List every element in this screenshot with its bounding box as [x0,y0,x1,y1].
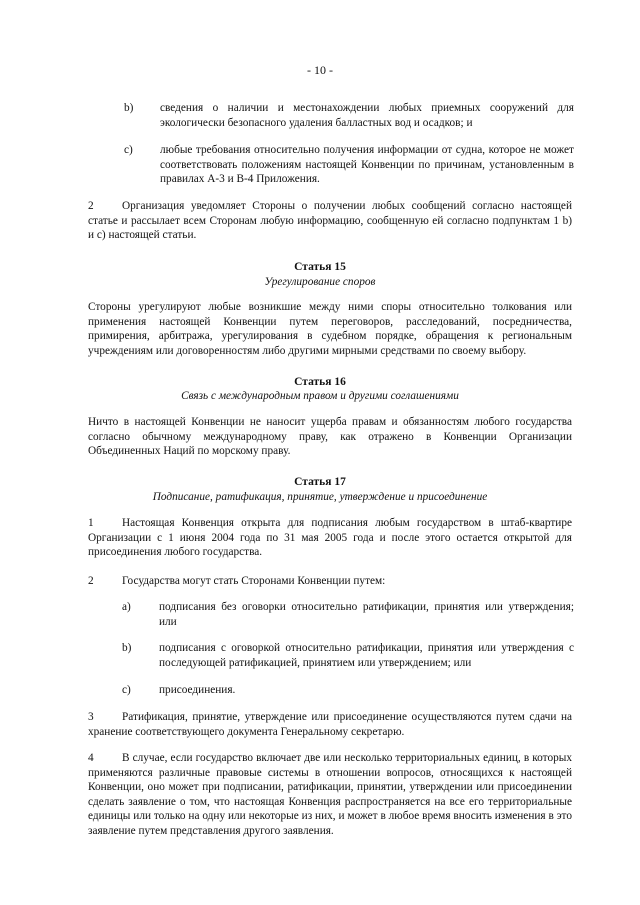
paragraph-number: 2 [88,575,94,587]
list-item-label: c) [124,144,133,156]
list-item-b [124,101,574,130]
list-item-a [122,600,574,629]
list-item-label: b) [122,642,132,654]
list-item-label: a) [122,601,131,613]
paragraph-text: Настоящая Конвенция открыта для подписания любым государством в штаб-квартире Организации с 1 июня 2004 года по 31 мая 2005 года и после этого остается открытой для присоединения любого государства. [88,517,572,559]
article-15-title: Статья 15 [294,261,346,273]
paragraph-1 [88,516,572,560]
paragraph-text: Ратификация, принятие, утверждение или присоединение осуществляются путем сдачи на хранение соответствующего документа Генеральному секретарю. [88,711,572,738]
paragraph-2 [88,574,572,589]
list-item-text: присоединения. [159,684,236,696]
list-item-c [124,143,574,187]
article-17-title: Статья 17 [294,476,346,488]
article-16-text: Ничто в настоящей Конвенции не наносит ущерба правам и обязанностям любого государства согласно обычному международному праву, как отражено в Конвенции Организации Объединенных Наций по морскому праву. [88,416,572,458]
page-number: - 10 - [307,63,333,77]
article-17-subtitle: Подписание, ратификация, принятие, утверждение и присоединение [152,491,488,503]
list-item-label: c) [122,684,131,696]
article-15-text: Стороны урегулируют любые возникшие между ними споры относительно толкования или применения настоящей Конвенции путем переговоров, расследований, посредничества, примирения, арбитража, урегулирования в судебном порядке, обращения к региональным учреждениям или договоренностям либо другими мирными средствами по своему выбору. [88,301,572,357]
list-item-text: любые требования относительно получения информации от судна, которое не может соответствовать положениям настоящей Конвенции по причинам, установленным в правилах А-3 и В-4 Приложения. [160,144,574,186]
list-item-text: подписания без оговорки относительно ратификации, принятия или утверждения; или [159,601,574,628]
list-item-c [122,683,574,698]
list-item-text: сведения о наличии и местонахождении любых приемных сооружений для экологически безопасного удаления балластных вод и осадков; и [160,102,574,129]
article-15-subtitle: Урегулирование споров [264,276,376,288]
list-item-b [122,641,574,670]
list-item-label: b) [124,102,134,114]
article-16-title: Статья 16 [294,376,346,388]
paragraph-text: В случае, если государство включает две или несколько территориальных единиц, в которых применяются различные правовые системы в отношении вопросов, относящихся к настоящей Конвенции, оно может при подписании, ратификации, принятии, утверждении или присоединении сделать заявление о том, что настоящая Конвенция распространяется на все его территориальные единицы или только на одну или некоторые из них, и может в любое время вносить изменения в это заявление путем представления другого заявления. [88,752,572,837]
list-item-text: подписания с оговоркой относительно ратификации, принятия или утверждения с последующей ратификацией, принятием или утверждением; или [159,642,574,669]
paragraph-number: 3 [88,711,94,723]
paragraph-4 [88,751,572,839]
paragraph-text: Организация уведомляет Стороны о получении любых сообщений согласно настоящей статье и рассылает всем Сторонам любую информацию, сообщенную ей согласно подпунктам 1 b) и c) настоящей статьи. [88,200,572,242]
paragraph-number: 4 [88,752,94,764]
paragraph-number: 1 [88,517,94,529]
paragraph-2 [88,199,572,243]
paragraph-number: 2 [88,200,94,212]
article-16-subtitle: Связь с международным правом и другими соглашениями [181,390,459,402]
paragraph-text: Государства могут стать Сторонами Конвенции путем: [122,575,386,587]
paragraph-3 [88,710,572,739]
